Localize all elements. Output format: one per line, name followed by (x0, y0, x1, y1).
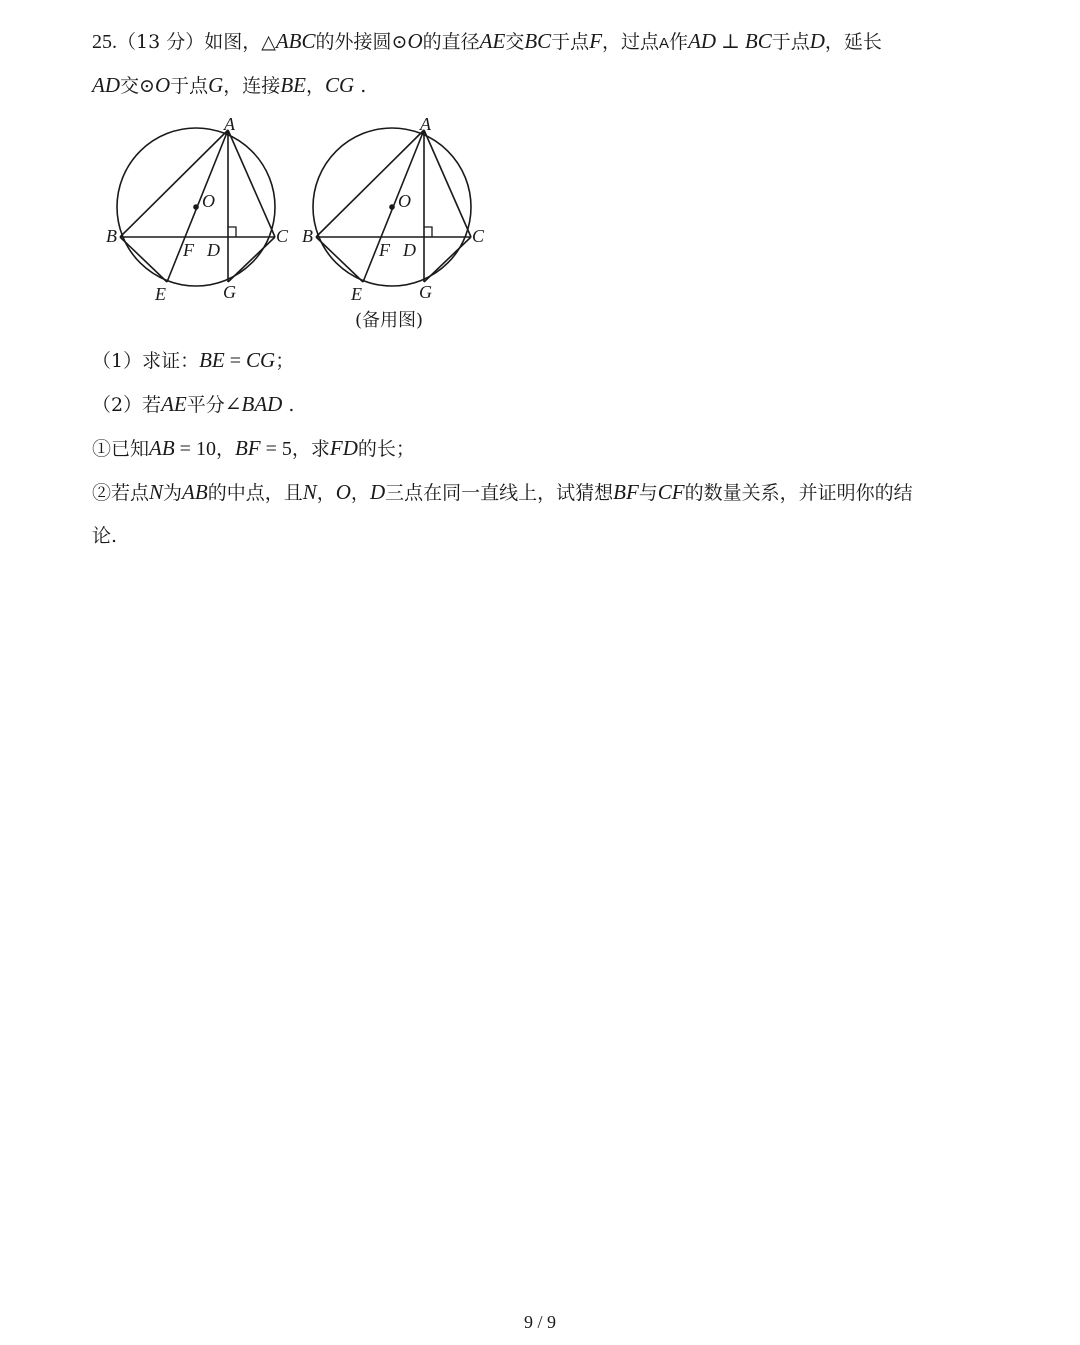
perpendicular-symbol: ⊥ (716, 31, 745, 53)
circle-dot-symbol: ⊙ (391, 31, 408, 53)
point-label-b: B (302, 226, 313, 246)
page-number: 9 / 9 (523, 1312, 556, 1332)
right-angle-mark (424, 227, 432, 237)
problem-statement-line-1: 25.（13 分）如图，△ABC的外接圆⊙O的直径AE交BC于点F，过点A作AD ⊥ BC于点D，延长 (92, 29, 882, 53)
point-label-f: F (183, 240, 194, 260)
point-label-e: E (155, 284, 166, 304)
sub-question-2-line-1: ②若点N为AB的中点，且N，O，D三点在同一直线上，试猜想BF与CF的数量关系，并证明你的结 (92, 480, 913, 504)
angle-symbol: ∠ (224, 394, 242, 416)
triangle-symbol: △ (261, 31, 276, 53)
segment-cg (228, 237, 275, 282)
point-label-c: C (472, 226, 485, 246)
sub-question-1: ①已知AB = 10，BF = 5，求FD的长； (92, 436, 415, 460)
part-1: （1）求证：BE = CG； (92, 348, 295, 372)
center-point (389, 204, 395, 210)
circle-dot-symbol: ⊙ (139, 75, 155, 97)
point-label-o: O (202, 191, 215, 211)
segment-ac (228, 130, 275, 237)
point-label-o: O (398, 191, 411, 211)
point-label-g: G (419, 282, 432, 302)
point-label-g: G (223, 282, 236, 302)
problem-statement-line-2: AD交⊙O于点G，连接BE，CG . (92, 73, 367, 97)
part-2: （2）若AE平分∠BAD . (92, 392, 295, 416)
segment-cg (424, 237, 471, 282)
point-label-e: E (351, 284, 362, 304)
center-point (193, 204, 199, 210)
point-label-c: C (276, 226, 289, 246)
point-label-b: B (106, 226, 117, 246)
figure-caption: (备用图) (355, 310, 424, 331)
figure-backup (302, 114, 485, 304)
right-angle-mark (228, 227, 236, 237)
segment-ab (120, 130, 228, 237)
segment-be (120, 237, 167, 282)
point-label-d: D (403, 240, 416, 260)
segment-ac (424, 130, 471, 237)
point-label-f: F (379, 240, 390, 260)
point-label-a: A (420, 114, 431, 134)
segment-be (316, 237, 363, 282)
point-label-d: D (207, 240, 220, 260)
sub-question-2-line-2: 论. (92, 525, 118, 547)
geometry-figure (100, 110, 500, 310)
point-label-a: A (224, 114, 235, 134)
segment-ab (316, 130, 424, 237)
